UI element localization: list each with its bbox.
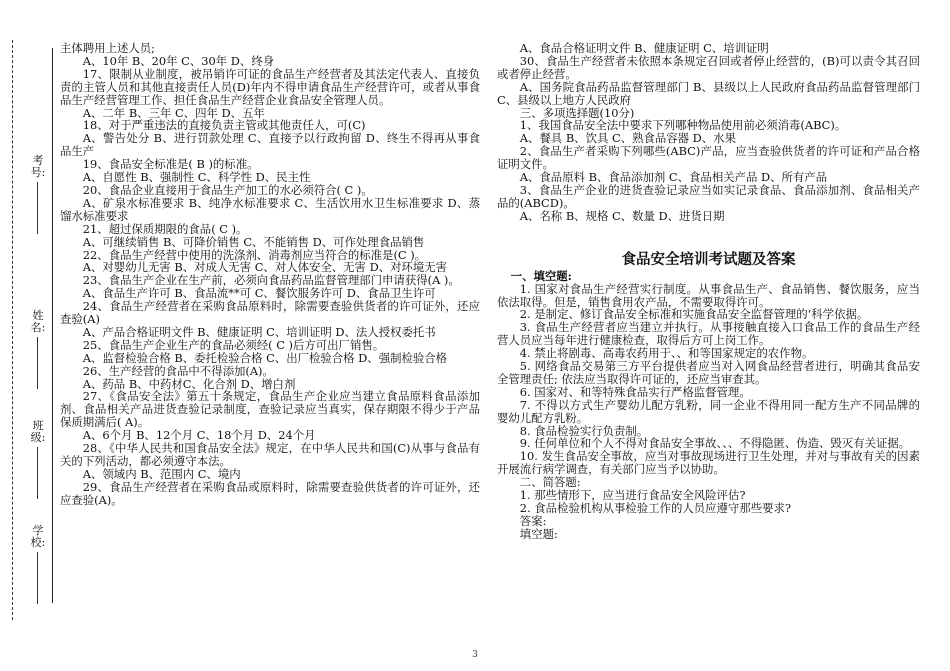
options-19: A、自愿性 B、强制性 C、科学性 D、民主性 bbox=[82, 170, 311, 185]
mc-question-3: 3、食品生产企业的进货查验记录应当如实记录食品、食品添加剂、食品相关产品的(ABCD)。 bbox=[497, 182, 920, 210]
question-27: 27、《食品安全法》第五十条规定，食品生产企业应当建立食品原料食品添加剂、食品相关产品进货查验记录制度，查验记录应当真实，保存期限不得少于产品保质期满后( A)。 bbox=[60, 389, 480, 430]
question-30: 30、食品生产经营者未依照本条规定召回或者停止经营的，(B)可以责令其召回或者停止经营。 bbox=[497, 53, 920, 81]
options-line: A、10年 B、20年 C、30年 D、终身 bbox=[82, 53, 275, 68]
page-title: 食品安全培训考试题及答案 bbox=[621, 250, 796, 268]
section-short-answer: 二、简答题: bbox=[519, 475, 581, 490]
page-number: 3 bbox=[472, 650, 478, 660]
school-blank bbox=[37, 552, 39, 604]
fill-question-8: 8. 食品检验实行负责制。 bbox=[519, 423, 649, 438]
options-26: A、药品 B、中药材C、化合剂 D、增白剂 bbox=[82, 376, 296, 391]
mc-question-1: 1、我国食品安全法中要求下列哪种物品使用前必须消毒(ABC)。 bbox=[519, 118, 847, 133]
options-22: A、对婴幼儿无害 B、对成人无害 C、对人体安全、无害 D、对环境无害 bbox=[82, 260, 448, 275]
left-column bbox=[60, 42, 480, 507]
right-column bbox=[497, 42, 920, 541]
section-multiple-choice: 三、多项选择题(10分) bbox=[519, 105, 635, 120]
exam-number-field bbox=[28, 155, 48, 234]
fill-question-4: 4. 禁止将剧毒、高毒农药用于、、和等国家规定的农作物。 bbox=[519, 346, 814, 361]
fill-question-1: 1. 国家对食品生产经营实行制度。从事食品生产、食品销售、餐饮服务，应当依法取得。但是，销售食用农产品，不需要取得许可。 bbox=[497, 281, 920, 309]
question-29: 29、食品生产经营者在采购食品或原料时，除需要查验供货者的许可证外，还应查验(A)。 bbox=[60, 479, 480, 507]
question-17: 17、限制从业制度，被吊销许可证的食品生产经营者及其法定代表人、直接负责的主管人员和其他直接责任人员(D)年内不得申请食品生产经营许可，或者从事食品生产经营管理工作、担任食品生产经营企业食品安全管理人员。 bbox=[60, 66, 480, 107]
options-18: A、警告处分 B、进行罚款处理 C、直接予以行政拘留 D、终生不得再从事食品生产 bbox=[60, 131, 480, 159]
answers-heading: 答案: bbox=[519, 513, 547, 528]
short-question-1: 1. 那些情形下，应当进行食品安全风险评估? bbox=[519, 488, 746, 503]
mc-question-2: 2、食品生产者采购下列哪些(ABC)产品，应当查验供货者的许可证和产品合格证明文件。 bbox=[497, 144, 920, 172]
name-blank bbox=[37, 337, 39, 389]
question-23: 23、食品生产企业在生产前，必须向食品药品监督管理部门申请获得(A )。 bbox=[82, 273, 460, 288]
question-18: 18、对于严重违法的直接负责主管或其他责任人，可(C) bbox=[82, 118, 366, 133]
question-26: 26、生产经营的食品中不得添加(A)。 bbox=[82, 363, 274, 378]
question-22: 22、食品生产经营中使用的洗涤剂、消毒剂应当符合的标准是(C )。 bbox=[82, 247, 427, 262]
question-21: 21、超过保质期限的食品( C )。 bbox=[82, 221, 248, 236]
mc-options-3: A、名称 B、规格 C、数量 D、进货日期 bbox=[519, 208, 725, 223]
options-29: A、食品合格证明文件 B、健康证明 C、培训证明 bbox=[519, 41, 769, 55]
fill-question-2: 2. 是制定、修订食品安全标准和实施食品安全监督管理的‘科学依据。 bbox=[519, 307, 869, 322]
binding-line bbox=[52, 48, 53, 603]
class-label: 班级: bbox=[30, 419, 46, 444]
dashed-cut-line bbox=[12, 40, 13, 620]
school-field bbox=[28, 525, 48, 604]
question-19: 19、食品安全标准是( B )的标准。 bbox=[82, 157, 259, 172]
fill-question-9: 9. 任何单位和个人不得对食品安全事故、、、不得隐匿、伪造、毁灭有关证据。 bbox=[519, 436, 911, 451]
options-21: A、可继续销售 B、可降价销售 C、不能销售 D、可作处理食品销售 bbox=[82, 234, 425, 249]
options-23: A、食品生产许可 B、食品流**可 C、餐饮服务许可 D、食品卫生许可 bbox=[82, 286, 436, 301]
section-fill-in: 一、填空题: bbox=[510, 268, 572, 283]
name-label: 姓名: bbox=[30, 309, 46, 334]
options-28: A、领域内 B、范围内 C、境内 bbox=[82, 466, 241, 481]
mc-options-2: A、食品原料 B、食品添加剂 C、食品相关产品 D、所有产品 bbox=[519, 170, 828, 185]
mc-options-1: A、餐具 B、饮具 C、熟食品容器 D、水果 bbox=[519, 131, 736, 146]
class-blank bbox=[37, 447, 39, 499]
question-24: 24、食品生产经营者在采购食品原料时，除需要查验供货者的许可证外，还应查验(A) bbox=[60, 299, 480, 327]
fill-question-10: 10. 发生食品安全事故，应当对事故现场进行卫生处理，并对与事故有关的因素开展流行病学调查，有关部门应当予以协助。 bbox=[497, 449, 920, 477]
fill-question-5: 5. 网络食品交易第三方平台提供者应当对入网食品经营者进行，明确其食品安全管理责任; 依法应当取得许可证的，还应当审查其。 bbox=[497, 359, 920, 386]
options-17: A、二年 B、三年 C、四年 D、五年 bbox=[82, 105, 265, 120]
options-25: A、监督检验合格 B、委托检验合格 C、出厂检验合格 D、强制检验合格 bbox=[82, 350, 448, 365]
question-line: 主体聘用上述人员; bbox=[60, 41, 155, 55]
options-20: A、矿泉水标准要求 B、纯净水标准要求 C、生活饮用水卫生标准要求 D、蒸馏水标准要求 bbox=[60, 195, 480, 223]
school-label: 学校: bbox=[30, 524, 46, 549]
exam-number-blank bbox=[37, 182, 39, 234]
exam-number-label: 考号: bbox=[30, 154, 46, 179]
spacer bbox=[497, 223, 920, 251]
short-question-2: 2. 食品检验机构从事检验工作的人员应遵守那些要求? bbox=[519, 501, 791, 515]
options-27: A、6个月 B、12个月 C、18个月 D、24个月 bbox=[82, 428, 316, 443]
question-25: 25、食品生产企业生产的食品必须经( C )后方可出厂销售。 bbox=[82, 337, 385, 352]
name-field bbox=[28, 310, 48, 389]
question-28: 28、《中华人民共和国食品安全法》规定，在中华人民共和国(C)从事与食品有关的下列活动，都必须遵守本法。 bbox=[60, 441, 480, 468]
fill-question-7: 7. 不得以方式生产婴幼儿配方乳粉，同一企业不得用同一配方生产不同品牌的婴幼儿配方乳粉。 bbox=[497, 397, 920, 425]
question-20: 20、食品企业直接用于食品生产加工的水必须符合( C )。 bbox=[82, 182, 373, 197]
fill-question-3: 3. 食品生产经营者应当建立并执行。从事接触直接入口食品工作的食品生产经营人员应当每年进行健康检查，取得后方可上岗工作。 bbox=[497, 320, 920, 348]
options-24: A、产品合格证明文件 B、健康证明 C、培训证明 D、法人授权委托书 bbox=[82, 324, 436, 339]
answers-fill-in-heading: 填空题: bbox=[519, 526, 558, 541]
options-30: A、国务院食品药品监督管理部门 B、县级以上人民政府食品药品监督管理部门 C、县级以上地方人民政府 bbox=[497, 79, 920, 107]
binding-margin bbox=[0, 0, 58, 671]
fill-question-6: 6. 国家对、和等特殊食品实行严格监督管理。 bbox=[519, 384, 751, 399]
class-field bbox=[28, 420, 48, 499]
